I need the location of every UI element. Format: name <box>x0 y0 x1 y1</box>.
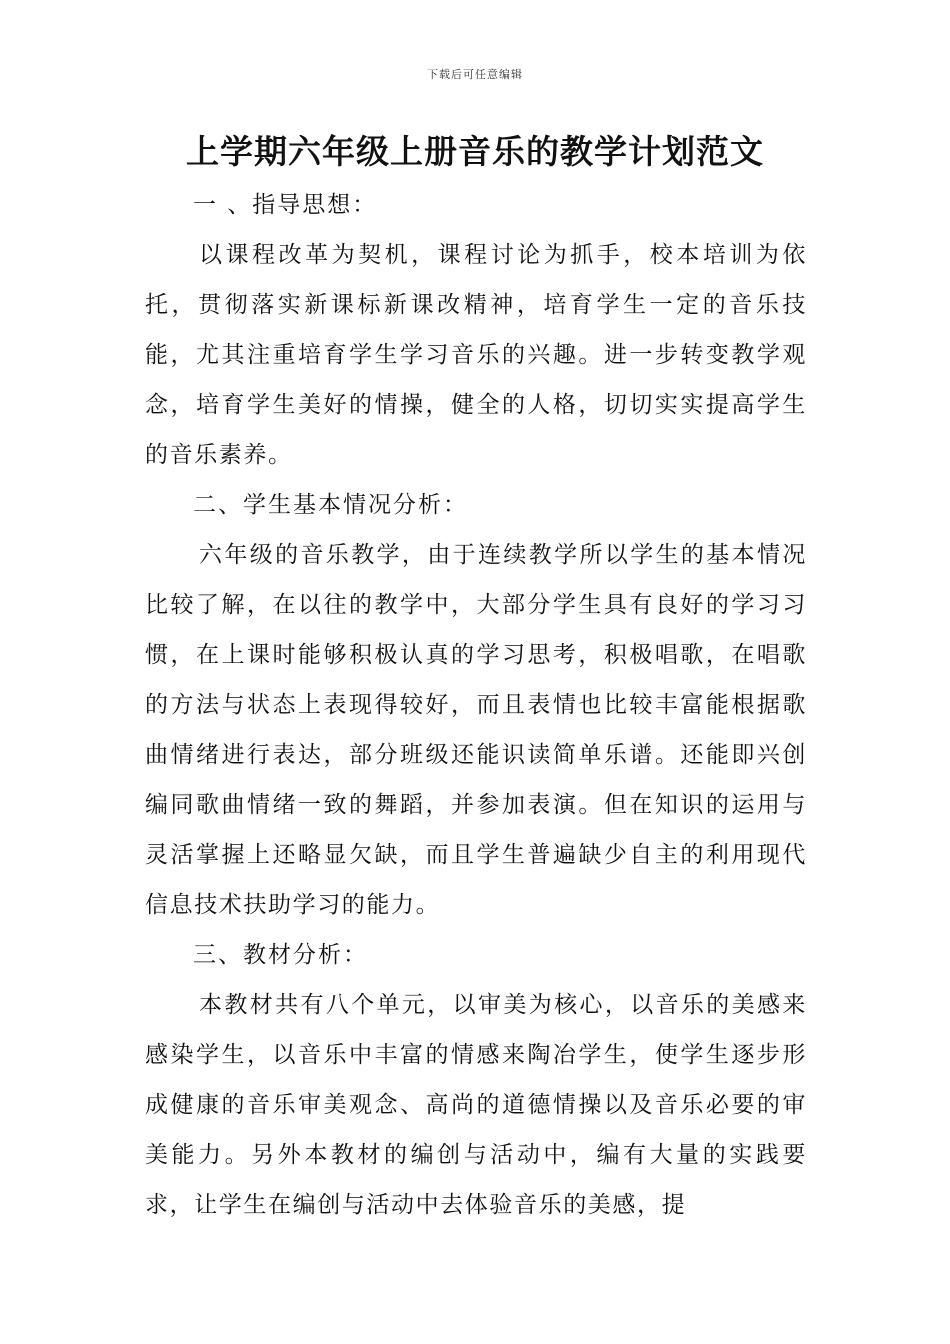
section-heading-textbook-analysis: 三、教材分析： <box>193 942 368 968</box>
section-paragraph-textbook-analysis: 本教材共有八个单元，以审美为核心，以音乐的美感来感染学生，以音乐中丰富的情感来陶冶学生，使学生逐步形成健康的音乐审美观念、高尚的道德情操以及音乐必要的审美能力。另外本教材的编创与活动中，编有大量的实践要求，让学生在编创与活动中去体验音乐的美感，提 <box>145 992 807 1218</box>
section-heading-guiding-ideology: 一 、指导思想： <box>193 192 378 218</box>
header-note: 下载后可任意编辑 <box>427 68 523 81</box>
document-title: 上学期六年级上册音乐的教学计划范文 <box>186 132 764 171</box>
section-paragraph-guiding-ideology: 以课程改革为契机，课程讨论为抓手，校本培训为依托，贯彻落实新课标新课改精神，培育学生一定的音乐技能，尤其注重培育学生学习音乐的兴趣。进一步转变教学观念，培育学生美好的情操，健全的人格，切切实实提高学生的音乐素养。 <box>145 242 807 468</box>
document-body <box>145 180 807 1230</box>
section-heading-student-analysis: 二、学生基本情况分析： <box>193 492 468 518</box>
section-paragraph-student-analysis: 六年级的音乐教学，由于连续教学所以学生的基本情况比较了解，在以往的教学中，大部分学生具有良好的学习习惯，在上课时能够积极认真的学习思考，积极唱歌，在唱歌的方法与状态上表现得较好，而且表情也比较丰富能根据歌曲情绪进行表达，部分班级还能识读简单乐谱。还能即兴创编同歌曲情绪一致的舞蹈，并参加表演。但在知识的运用与灵活掌握上还略显欠缺，而且学生普遍缺少自主的利用现代信息技术扶助学习的能力。 <box>145 542 807 918</box>
